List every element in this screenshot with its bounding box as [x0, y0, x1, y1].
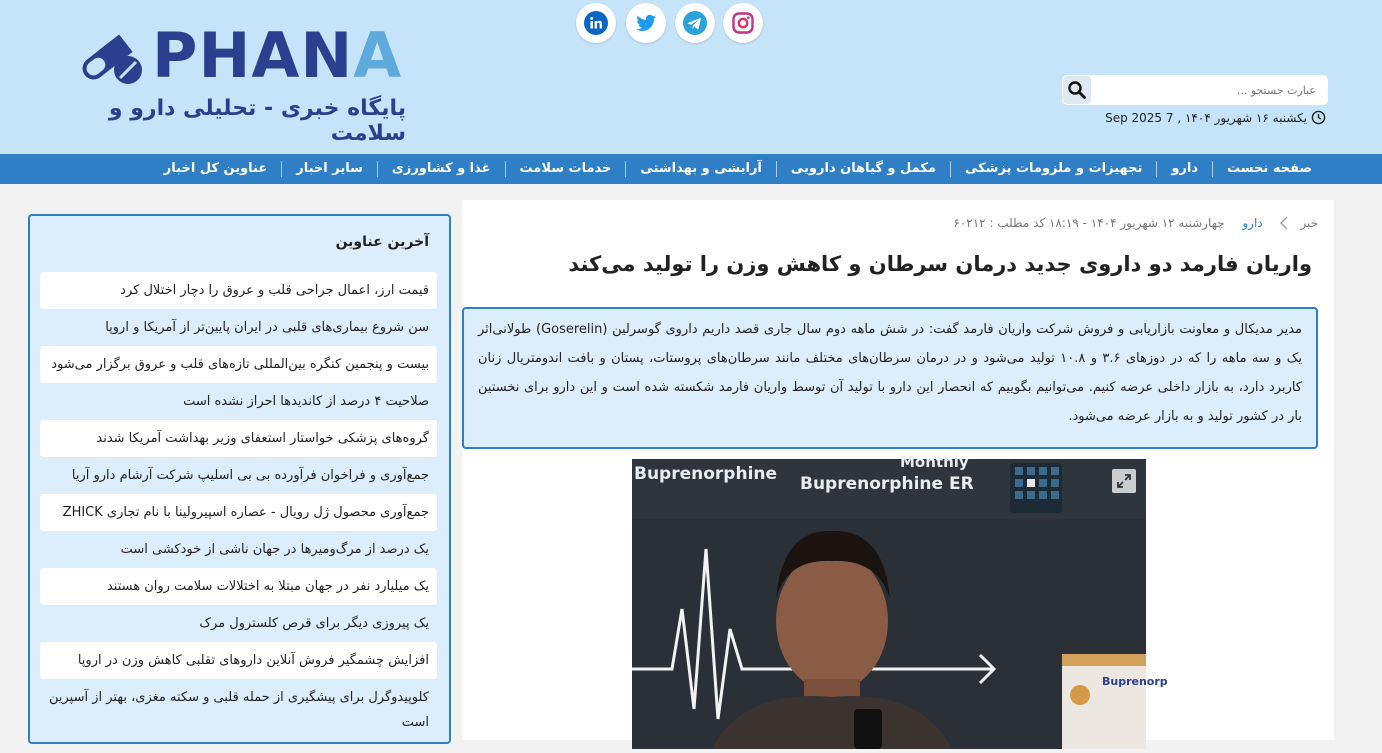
- site-header: [0, 0, 1382, 154]
- search-icon: [1067, 80, 1087, 100]
- headline-item[interactable]: یک میلیارد نفر در جهان مبتلا به اختلالات سلامت روان هستند: [40, 568, 437, 605]
- search-input[interactable]: [1098, 75, 1322, 105]
- breadcrumb: [953, 216, 1318, 230]
- headline-item[interactable]: بیست و پنجمین کنگره بین‌المللی تازه‌های قلب و عروق برگزار می‌شود: [40, 346, 437, 383]
- photo-text-4: Buprenorp: [1102, 675, 1168, 688]
- social-links: [576, 3, 766, 45]
- headline-item[interactable]: صلاحیت ۴ درصد از کاندیدها احراز نشده است: [183, 394, 429, 409]
- article-meta: چهارشنبه ۱۲ شهریور ۱۴۰۴ - ۱۸:۱۹ کد مطلب : ۶۰۲۱۲: [953, 216, 1225, 230]
- nav-item-food[interactable]: غذا و کشاورزی: [377, 161, 505, 177]
- headline-item[interactable]: سن شروع بیماری‌های قلبی در ایران پایین‌تر از آمریکا و اروپا: [105, 320, 429, 335]
- headline-item[interactable]: قیمت ارز، اعمال جراحی قلب و عروق را دچار اختلال کرد: [40, 272, 437, 309]
- breadcrumb-category[interactable]: دارو: [1242, 216, 1263, 230]
- nav-item-drug[interactable]: دارو: [1156, 161, 1212, 177]
- instagram-icon: [731, 11, 755, 35]
- main-nav: [0, 154, 1382, 184]
- expand-button[interactable]: [1112, 469, 1136, 493]
- headline-item[interactable]: یک درصد از مرگ‌ومیرها در جهان ناشی از خودکشی است: [120, 542, 429, 557]
- nav-item-other-news[interactable]: سایر اخبار: [281, 161, 377, 177]
- headline-item[interactable]: یک پیروزی دیگر برای قرص کلسترول مرک: [199, 616, 429, 631]
- telegram-icon: [683, 11, 707, 35]
- photo-text-1: Buprenorphine: [634, 464, 778, 484]
- nav-item-home[interactable]: صفحه نخست: [1212, 161, 1326, 177]
- headline-item[interactable]: جمع‌آوری محصول ژل رویال - عصاره اسپیرولینا با نام تجاری ZHICK: [40, 494, 437, 531]
- photo-text-2: Monthly: [900, 453, 969, 471]
- headline-item[interactable]: افزایش چشمگیر فروش آنلاین داروهای تقلبی کاهش وزن در اروپا: [40, 642, 437, 679]
- date-text: یکشنبه ۱۶ شهریور ۱۴۰۴ , 7 Sep 2025: [1105, 111, 1307, 125]
- sidebar-title: آخرین عناوین: [335, 234, 429, 250]
- latest-headlines: [28, 214, 451, 744]
- expand-icon: [1116, 473, 1132, 489]
- nav-item-supplements[interactable]: مکمل و گیاهان دارویی: [776, 161, 950, 177]
- current-date: [1060, 110, 1326, 130]
- logo-wordmark: PHANA: [152, 19, 403, 92]
- instagram-link[interactable]: [723, 3, 763, 43]
- article-title: واریان فارمد دو داروی جدید درمان سرطان و کاهش وزن را تولید می‌کند: [568, 252, 1312, 276]
- linkedin-icon: [584, 11, 608, 35]
- headline-item[interactable]: کلوپیدوگرل برای پیشگیری از حمله قلبی و سکته مغزی، بهتر از آسپرین است: [48, 690, 429, 730]
- telegram-link[interactable]: [675, 3, 715, 43]
- search-box: [1062, 75, 1328, 105]
- chevron-left-icon: [1279, 216, 1289, 230]
- site-tagline: پایگاه خبری - تحلیلی دارو و سلامت: [108, 96, 406, 146]
- photo-text-3: Buprenorphine ER: [800, 474, 974, 494]
- article-lead: مدیر مدیکال و معاونت بازاریابی و فروش شرکت واریان فارمد گفت: در شش ماهه دوم سال جاری قصد داریم داروی گوسرلین (Goserelin) طولانی‌اثر یک و سه ماهه را که در دوزهای ۳.۶ و ۱۰.۸ تولید می‌شود و در درمان سرطان‌های مختلف مانند سرطان‌های پروستات، پستان و بافت اندومتریال زنان کاربرد دارد، به بازار داخلی عرضه کنیم. می‌توانیم بگوییم که انحصار این دارو با تولید آن توسط واریان فارمد شکسته شده است و این دارو برای نخستین بار در کشور تولید و به بازار عرضه می‌شود.: [462, 307, 1318, 449]
- pill-icon: [76, 30, 146, 86]
- headline-item[interactable]: جمع‌آوری و فراخوان فرآورده بی بی اسلیپ شرکت آرشام دارو آریا: [71, 468, 429, 483]
- nav-item-all-headlines[interactable]: عناوین کل اخبار: [163, 161, 268, 176]
- nav-item-equipment[interactable]: تجهیزات و ملزومات پزشکی: [950, 161, 1156, 177]
- breadcrumb-home[interactable]: خبر: [1300, 216, 1318, 230]
- article-photo[interactable]: [632, 453, 1168, 749]
- twitter-link[interactable]: [626, 3, 666, 43]
- article-panel: [462, 200, 1334, 740]
- headline-item[interactable]: گروه‌های پزشکی خواستار استعفای وزیر بهداشت آمریکا شدند: [40, 420, 437, 457]
- clock-icon: [1311, 110, 1326, 125]
- site-logo[interactable]: [76, 19, 406, 146]
- nav-item-health-services[interactable]: خدمات سلامت: [505, 161, 626, 177]
- photo-illustration: [632, 453, 1168, 749]
- linkedin-link[interactable]: [576, 3, 616, 43]
- twitter-icon: [634, 11, 658, 35]
- search-button[interactable]: [1063, 76, 1091, 104]
- nav-item-cosmetics[interactable]: آرایشی و بهداشتی: [625, 161, 775, 177]
